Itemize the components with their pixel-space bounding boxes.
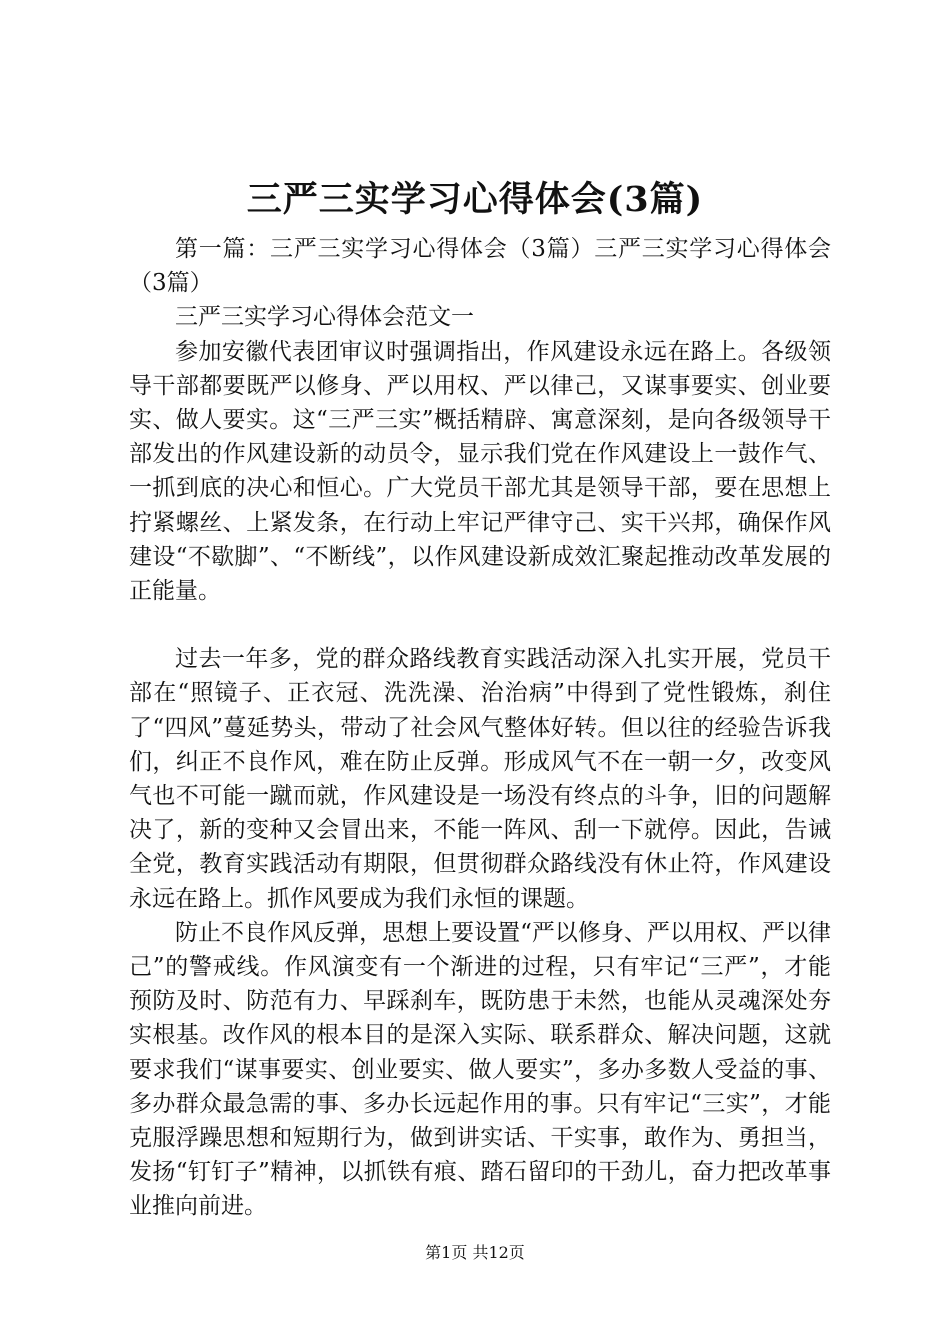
page-number-footer: 第1页 共12页 [425,1243,525,1262]
paragraph-body: 过去一年多，党的群众路线教育实践活动深入扎实开展，党员干部在“照镜子、正衣冠、洗洗澡、治治病”中得到了党性锻炼，刹住了“四风”蔓延势头，带动了社会风气整体好转。但以往的经验告诉我们，纠正不良作风，难在防止反弹。形成风气不在一朝一夕，改变风气也不可能一蹴而就，作风建设是一场没有终点的斗争，旧的问题解决了，新的变种又会冒出来，不能一阵风、刮一下就停。因此，告诫全党，教育实践活动有期限，但贯彻群众路线没有休止符，作风建设永远在路上。抓作风要成为我们永恒的课题。 [129,646,831,912]
document-body [129,232,831,1224]
paragraph-subheading: 三严三实学习心得体会范文一 [175,304,474,331]
paragraph-heading: 第一篇：三严三实学习心得体会（3篇）三严三实学习心得体会（3篇） [129,236,831,297]
paragraph-body: 防止不良作风反弹，思想上要设置“严以修身、严以用权、严以律己”的警戒线。作风演变有一个渐进的过程，只有牢记“三严”，才能预防及时、防范有力、早踩刹车，既防患于未然，也能从灵魂深处夯实根基。改作风的根本目的是深入实际、联系群众、解决问题，这就要求我们“谋事要实、创业要实、做人要实”，多办多数人受益的事、多办群众最急需的事、多办长远起作用的事。只有牢记“三实”，才能克服浮躁思想和短期行为，做到讲实话、干实事，敢作为、勇担当，发扬“钉钉子”精神，以抓铁有痕、踏石留印的干劲儿，奋力把改革事业推向前进。 [129,919,831,1220]
document-title: 三严三实学习心得体会(3篇) [246,179,704,220]
paragraph-body: 参加安徽代表团审议时强调指出，作风建设永远在路上。各级领导干部都要既严以修身、严以用权、严以律己，又谋事要实、创业要实、做人要实。这“三严三实”概括精辟、寓意深刻，是向各级领导干部发出的作风建设新的动员令，显示我们党在作风建设上一鼓作气、一抓到底的决心和恒心。广大党员干部尤其是领导干部，要在思想上拧紧螺丝、上紧发条，在行动上牢记严律守己、实干兴邦，确保作风建设“不歇脚”、“不断线”，以作风建设新成效汇聚起推动改革发展的正能量。 [129,338,831,605]
